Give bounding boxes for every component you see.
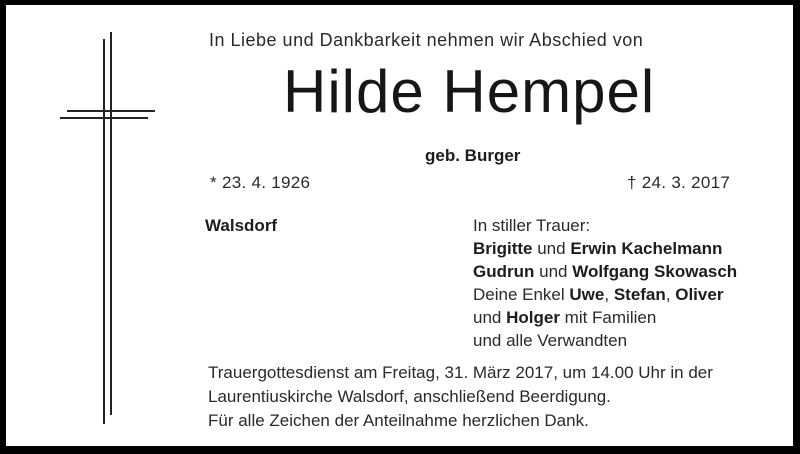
mourning-header: In stiller Trauer: bbox=[473, 216, 591, 235]
mourner-text: und bbox=[532, 239, 571, 258]
mourner-name: Wolfgang Skowasch bbox=[572, 262, 738, 281]
text-line: Trauergottesdienst am Freitag, 31. März 2017, um 14.00 Uhr in der bbox=[208, 363, 713, 382]
mourner-line bbox=[473, 329, 737, 352]
mourner-line bbox=[473, 283, 737, 306]
cross-horizontal-stroke bbox=[60, 117, 148, 119]
mourner-text: , bbox=[604, 285, 614, 304]
mourner-name: Oliver bbox=[675, 285, 724, 304]
maiden-name: geb. Burger bbox=[425, 146, 521, 165]
birth-date: * 23. 4. 1926 bbox=[210, 173, 311, 192]
mourner-text: und alle Verwandten bbox=[473, 331, 628, 350]
death-date: † 24. 3. 2017 bbox=[627, 173, 731, 192]
cross-horizontal-stroke bbox=[67, 110, 155, 112]
intro-line: In Liebe und Dankbarkeit nehmen wir Abschied von bbox=[209, 30, 644, 50]
text-line: Für alle Zeichen der Anteilnahme herzlichen Dank. bbox=[208, 411, 589, 430]
mourner-text: und bbox=[473, 308, 507, 327]
deceased-name: Hilde Hempel bbox=[283, 58, 656, 125]
mourner-name: Stefan bbox=[613, 285, 666, 304]
mourners-list bbox=[473, 237, 737, 352]
mourner-text: mit Familien bbox=[559, 308, 657, 327]
mourner-name: Holger bbox=[506, 308, 560, 327]
cross-vertical-stroke bbox=[110, 32, 112, 415]
mourner-name: Uwe bbox=[569, 285, 605, 304]
mourner-text: Deine Enkel bbox=[473, 285, 570, 304]
place-name: Walsdorf bbox=[205, 216, 278, 235]
mourner-line bbox=[473, 260, 737, 283]
mourner-name: Brigitte bbox=[473, 239, 533, 258]
mourner-name: Erwin Kachelmann bbox=[570, 239, 723, 258]
mourner-line bbox=[473, 306, 737, 329]
mourners-block bbox=[473, 214, 737, 352]
mourner-name: Gudrun bbox=[473, 262, 535, 281]
mourner-text: , bbox=[665, 285, 676, 304]
cross-vertical-stroke bbox=[103, 39, 105, 424]
service-info bbox=[208, 361, 713, 433]
mourner-line bbox=[473, 237, 737, 260]
mourner-text: und bbox=[534, 262, 573, 281]
text-line: Laurentiuskirche Walsdorf, anschließend Beerdigung. bbox=[208, 387, 611, 406]
